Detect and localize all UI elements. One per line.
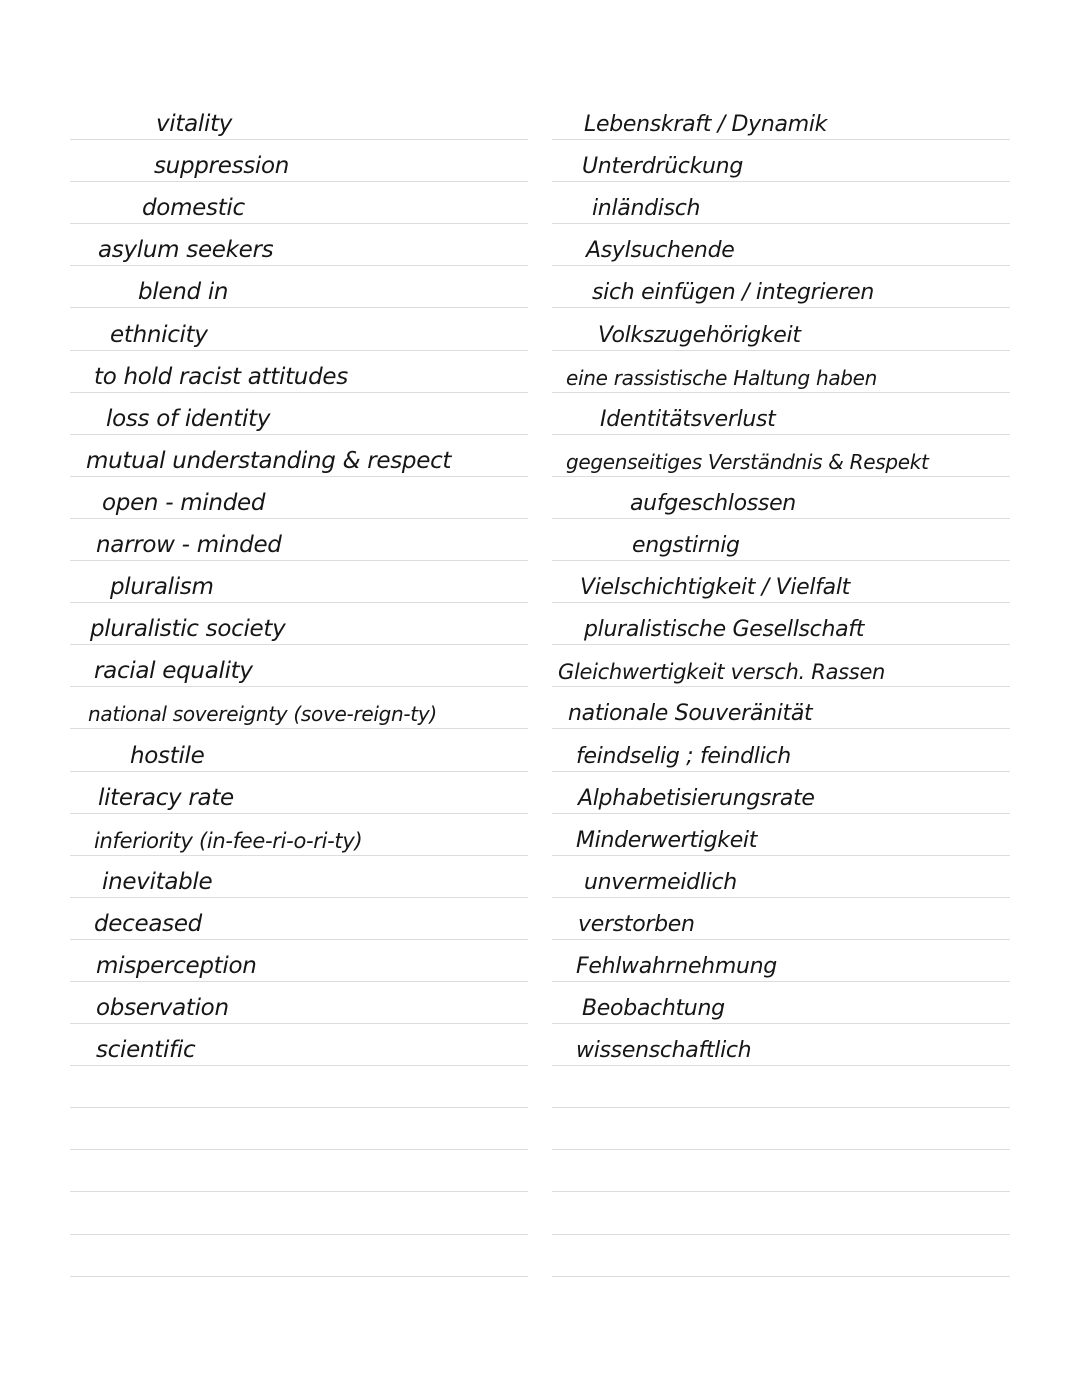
english-column (70, 98, 528, 1277)
ruled-line (70, 224, 528, 266)
ruled-line (70, 1150, 528, 1192)
ruled-line (552, 308, 1010, 350)
english-word: racial equality (94, 658, 253, 685)
ruled-line (552, 898, 1010, 940)
german-word: Alphabetisierungsrate (578, 785, 815, 811)
english-word: inferiority (in-fee-ri-o-ri-ty) (94, 828, 363, 853)
ruled-line (552, 98, 1010, 140)
ruled-line (70, 140, 528, 182)
german-word: aufgeschlossen (630, 490, 796, 516)
ruled-line (552, 393, 1010, 435)
ruled-line (70, 856, 528, 898)
german-word: Beobachtung (582, 996, 725, 1022)
english-word: inevitable (102, 868, 213, 895)
english-word: deceased (94, 910, 202, 937)
german-word: Vielschichtigkeit / Vielfalt (580, 575, 850, 601)
ruled-line (552, 1192, 1010, 1234)
ruled-line (552, 266, 1010, 308)
english-word: domestic (142, 195, 245, 222)
ruled-line (70, 940, 528, 982)
ruled-line (552, 182, 1010, 224)
german-word: pluralistische Gesellschaft (584, 617, 865, 643)
english-word: pluralistic society (90, 616, 286, 643)
ruled-line (552, 224, 1010, 266)
german-word: inländisch (592, 196, 701, 222)
english-word: hostile (130, 742, 205, 769)
ruled-line (552, 1108, 1010, 1150)
ruled-line (552, 814, 1010, 856)
ruled-line (552, 856, 1010, 898)
ruled-line (70, 729, 528, 771)
german-word: Minderwertigkeit (576, 827, 758, 853)
ruled-line (552, 1066, 1010, 1108)
ruled-line (70, 393, 528, 435)
english-word: open - minded (102, 489, 266, 516)
ruled-line (552, 729, 1010, 771)
german-word: Lebenskraft / Dynamik (584, 112, 828, 138)
english-word: loss of identity (106, 405, 271, 432)
ruled-line (70, 687, 528, 729)
german-word: Unterdrückung (582, 154, 743, 180)
ruled-line (70, 603, 528, 645)
english-word: literacy rate (98, 784, 234, 811)
ruled-line (552, 1150, 1010, 1192)
english-word: mutual understanding & respect (86, 447, 452, 474)
english-word: pluralism (110, 574, 214, 601)
ruled-line (70, 898, 528, 940)
english-word: scientific (96, 1037, 196, 1064)
ruled-line (70, 1024, 528, 1066)
ruled-line (552, 561, 1010, 603)
english-word: to hold racist attitudes (94, 363, 348, 390)
german-word: sich einfügen / integrieren (592, 280, 875, 306)
ruled-line (70, 308, 528, 350)
ruled-line (552, 351, 1010, 393)
german-word: Fehlwahrnehmung (576, 953, 777, 979)
ruled-line (552, 772, 1010, 814)
ruled-line (552, 982, 1010, 1024)
ruled-line (552, 1235, 1010, 1277)
german-word: verstorben (578, 911, 695, 937)
german-word: Identitätsverlust (600, 406, 776, 432)
ruled-line (70, 645, 528, 687)
ruled-line (70, 561, 528, 603)
ruled-line (70, 182, 528, 224)
ruled-line (70, 982, 528, 1024)
english-word: observation (96, 995, 229, 1022)
german-word: eine rassistische Haltung haben (566, 365, 878, 390)
german-word: Volkszugehörigkeit (598, 322, 801, 348)
ruled-line (552, 435, 1010, 477)
ruled-line (70, 1192, 528, 1234)
german-word: gegenseitiges Verständnis & Respekt (566, 449, 929, 474)
german-column (552, 98, 1010, 1277)
ruled-line (552, 687, 1010, 729)
german-word: nationale Souveränität (568, 701, 813, 727)
english-word: national sovereignty (sove-reign-ty) (88, 702, 437, 727)
ruled-line (552, 140, 1010, 182)
german-word: feindselig ; feindlich (576, 743, 791, 769)
english-word: asylum seekers (98, 237, 274, 264)
ruled-line (70, 519, 528, 561)
ruled-line (70, 477, 528, 519)
ruled-line (552, 1024, 1010, 1066)
english-word: narrow - minded (96, 532, 282, 559)
ruled-line (70, 1108, 528, 1150)
ruled-line (552, 477, 1010, 519)
ruled-line (552, 940, 1010, 982)
german-word: Gleichwertigkeit versch. Rassen (558, 660, 886, 685)
english-word: vitality (156, 111, 233, 138)
ruled-line (70, 1066, 528, 1108)
ruled-line (70, 772, 528, 814)
german-word: unvermeidlich (584, 869, 737, 895)
german-word: Asylsuchende (586, 238, 735, 264)
ruled-line (70, 98, 528, 140)
english-word: suppression (154, 153, 290, 180)
english-word: misperception (96, 952, 257, 979)
ruled-line (70, 266, 528, 308)
ruled-line (70, 351, 528, 393)
english-word: blend in (138, 279, 229, 306)
ruled-line (552, 603, 1010, 645)
ruled-line (70, 1235, 528, 1277)
german-word: wissenschaftlich (576, 1038, 752, 1064)
ruled-line (70, 435, 528, 477)
ruled-line (552, 645, 1010, 687)
ruled-line (552, 519, 1010, 561)
english-word: ethnicity (110, 321, 208, 348)
ruled-line (70, 814, 528, 856)
german-word: engstirnig (632, 533, 740, 559)
